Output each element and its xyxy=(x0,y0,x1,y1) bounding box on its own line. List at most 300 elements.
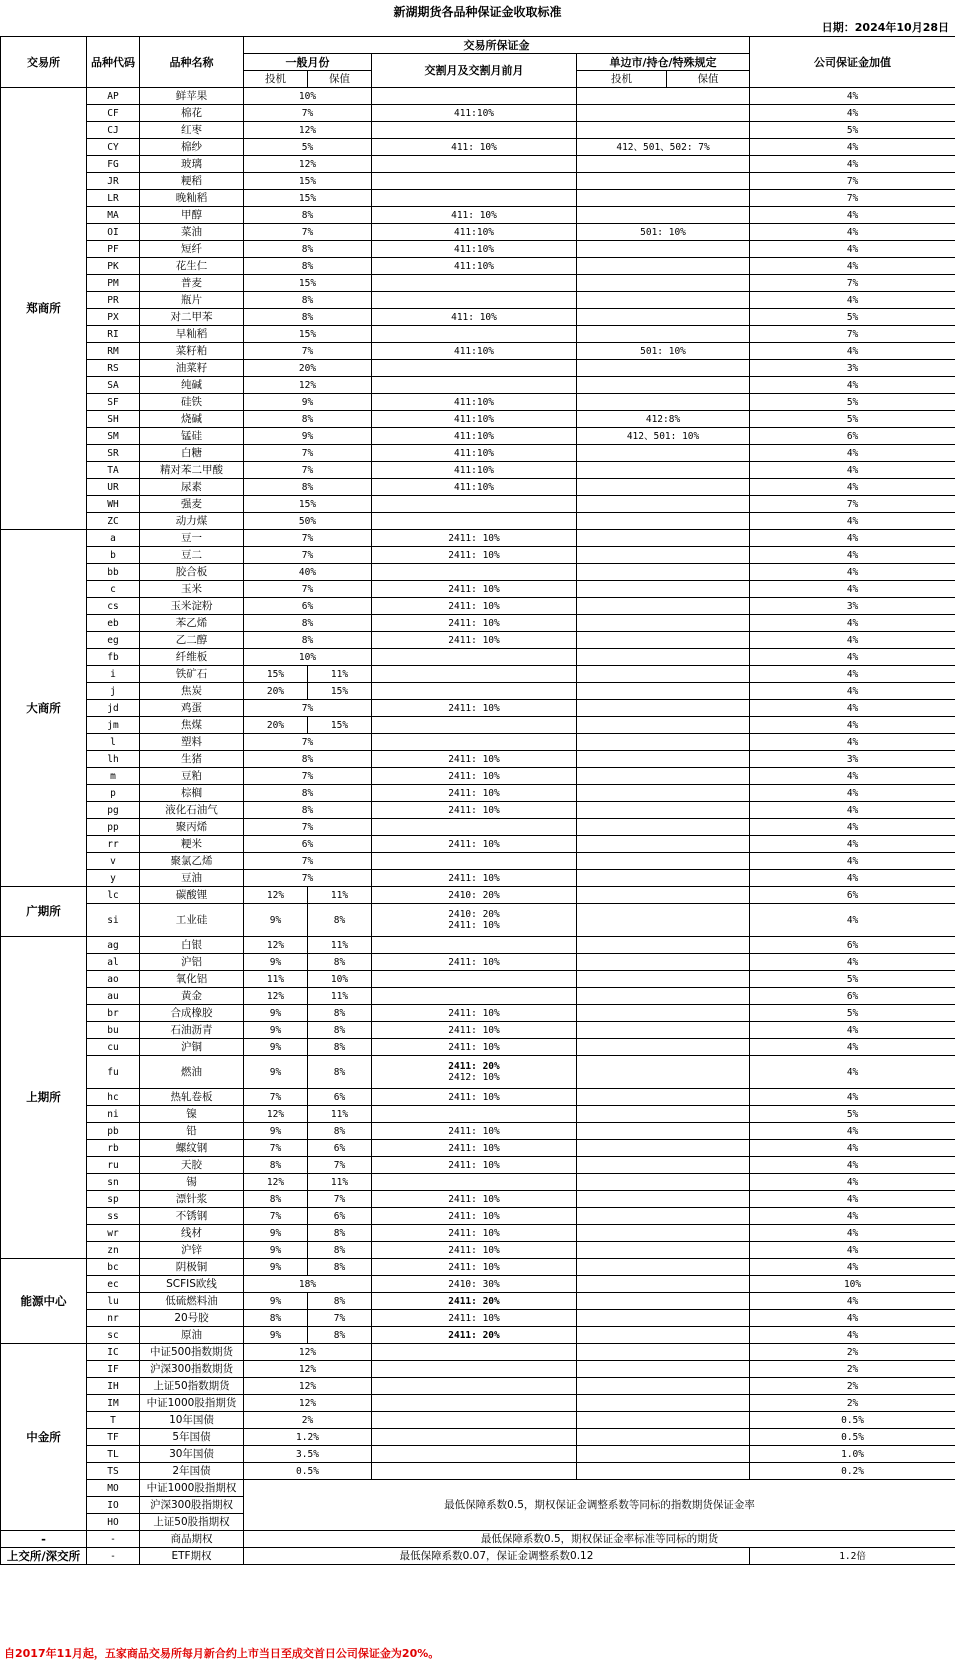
one-side-margin: 412、501、502: 7% xyxy=(577,139,750,156)
delivery-margin: 411: 10% xyxy=(372,139,577,156)
table-row xyxy=(1,632,955,649)
delivery-margin xyxy=(372,683,577,700)
one-side-margin xyxy=(577,870,750,887)
delivery-margin xyxy=(372,666,577,683)
product-name: ETF期权 xyxy=(140,1548,244,1565)
one-side-margin xyxy=(577,1157,750,1174)
one-side-margin xyxy=(577,394,750,411)
hedge-margin: 8% xyxy=(308,1327,372,1344)
product-name: 塑料 xyxy=(140,734,244,751)
hedge-margin: 11% xyxy=(308,887,372,904)
product-code: sn xyxy=(87,1174,140,1191)
speculation-margin: 15% xyxy=(244,666,308,683)
delivery-margin: 411:10% xyxy=(372,428,577,445)
product-name: 花生仁 xyxy=(140,258,244,275)
company-add-margin: 4% xyxy=(750,649,955,666)
company-add-margin: 4% xyxy=(750,479,955,496)
one-side-margin xyxy=(577,802,750,819)
product-name: 焦炭 xyxy=(140,683,244,700)
product-code: SA xyxy=(87,377,140,394)
delivery-margin: 2411: 10% xyxy=(372,1242,577,1259)
general-margin: 8% xyxy=(244,479,372,496)
company-add-margin: 4% xyxy=(750,1123,955,1140)
delivery-margin: 411:10% xyxy=(372,462,577,479)
product-code: c xyxy=(87,581,140,598)
company-add-margin: 4% xyxy=(750,904,955,937)
company-add-margin: 4% xyxy=(750,581,955,598)
delivery-margin xyxy=(372,819,577,836)
delivery-margin xyxy=(372,1361,577,1378)
table-row xyxy=(1,479,955,496)
company-add-margin: 1.2倍 xyxy=(750,1548,955,1565)
delivery-margin: 2411: 10% xyxy=(372,751,577,768)
product-name: 对二甲苯 xyxy=(140,309,244,326)
company-add-margin: 7% xyxy=(750,173,955,190)
company-add-margin: 7% xyxy=(750,190,955,207)
product-name: 粳米 xyxy=(140,836,244,853)
header-one-side-hedge: 保值 xyxy=(667,71,750,88)
table-row xyxy=(1,394,955,411)
table-row xyxy=(1,173,955,190)
product-name: 棕榈 xyxy=(140,785,244,802)
header-delivery-month: 交割月及交割月前月 xyxy=(372,54,577,88)
table-row xyxy=(1,937,955,954)
one-side-margin xyxy=(577,207,750,224)
delivery-margin: 2411: 10% xyxy=(372,954,577,971)
hedge-margin: 8% xyxy=(308,1242,372,1259)
product-name: 短纤 xyxy=(140,241,244,258)
hedge-margin: 8% xyxy=(308,1022,372,1039)
general-margin: 12% xyxy=(244,1344,372,1361)
product-code: a xyxy=(87,530,140,547)
one-side-margin xyxy=(577,190,750,207)
product-code: CJ xyxy=(87,122,140,139)
company-add-margin: 4% xyxy=(750,1022,955,1039)
product-name: 菜油 xyxy=(140,224,244,241)
speculation-margin: 7% xyxy=(244,1208,308,1225)
delivery-margin xyxy=(372,988,577,1005)
table-row xyxy=(1,309,955,326)
general-margin: 8% xyxy=(244,751,372,768)
product-name: 合成橡胶 xyxy=(140,1005,244,1022)
product-name: 上证50股指期权 xyxy=(140,1514,244,1531)
delivery-margin xyxy=(372,1395,577,1412)
one-side-margin xyxy=(577,836,750,853)
one-side-margin xyxy=(577,734,750,751)
speculation-margin: 12% xyxy=(244,988,308,1005)
product-name: 烧碱 xyxy=(140,411,244,428)
company-add-margin: 4% xyxy=(750,1327,955,1344)
company-add-margin: 5% xyxy=(750,394,955,411)
speculation-margin: 12% xyxy=(244,937,308,954)
delivery-margin: 2411: 10% xyxy=(372,802,577,819)
product-name: 豆一 xyxy=(140,530,244,547)
product-code: y xyxy=(87,870,140,887)
product-name: 沪铝 xyxy=(140,954,244,971)
product-code: TF xyxy=(87,1429,140,1446)
delivery-margin: 411:10% xyxy=(372,394,577,411)
product-code: bb xyxy=(87,564,140,581)
speculation-margin: 9% xyxy=(244,1056,308,1089)
delivery-margin: 2410: 30% xyxy=(372,1276,577,1293)
product-name: 苯乙烯 xyxy=(140,615,244,632)
company-add-margin: 4% xyxy=(750,1056,955,1089)
one-side-margin xyxy=(577,564,750,581)
table-row xyxy=(1,971,955,988)
delivery-margin: 2411: 10% xyxy=(372,1191,577,1208)
delivery-margin: 2411: 10% xyxy=(372,1157,577,1174)
product-name: 红枣 xyxy=(140,122,244,139)
speculation-margin: 7% xyxy=(244,1089,308,1106)
table-row xyxy=(1,1378,955,1395)
delivery-margin xyxy=(372,1106,577,1123)
hedge-margin: 11% xyxy=(308,937,372,954)
general-margin: 7% xyxy=(244,819,372,836)
one-side-margin xyxy=(577,275,750,292)
product-code: TA xyxy=(87,462,140,479)
product-name: 沪锌 xyxy=(140,1242,244,1259)
general-margin: 18% xyxy=(244,1276,372,1293)
one-side-margin xyxy=(577,954,750,971)
delivery-margin xyxy=(372,275,577,292)
table-row xyxy=(1,190,955,207)
product-name: 白银 xyxy=(140,937,244,954)
product-code: SR xyxy=(87,445,140,462)
product-code: ss xyxy=(87,1208,140,1225)
table-row xyxy=(1,428,955,445)
product-code: wr xyxy=(87,1225,140,1242)
one-side-margin xyxy=(577,1140,750,1157)
product-code: MO xyxy=(87,1480,140,1497)
hedge-margin: 7% xyxy=(308,1310,372,1327)
table-row xyxy=(1,88,955,105)
company-add-margin: 5% xyxy=(750,1005,955,1022)
company-add-margin: 6% xyxy=(750,887,955,904)
header-speculation: 投机 xyxy=(244,71,308,88)
product-code: PM xyxy=(87,275,140,292)
one-side-margin xyxy=(577,1174,750,1191)
delivery-margin: 411:10% xyxy=(372,224,577,241)
table-row xyxy=(1,1361,955,1378)
product-name: 棉纱 xyxy=(140,139,244,156)
product-code: LR xyxy=(87,190,140,207)
one-side-margin xyxy=(577,1191,750,1208)
delivery-margin: 2411: 10% xyxy=(372,530,577,547)
company-add-margin: 4% xyxy=(750,666,955,683)
delivery-margin: 2411: 10% xyxy=(372,581,577,598)
product-code: zn xyxy=(87,1242,140,1259)
speculation-margin: 9% xyxy=(244,904,308,937)
hedge-margin: 8% xyxy=(308,1293,372,1310)
delivery-margin: 2411: 10% xyxy=(372,1225,577,1242)
general-margin: 15% xyxy=(244,190,372,207)
product-code: pg xyxy=(87,802,140,819)
one-side-margin xyxy=(577,1039,750,1056)
product-name: 锡 xyxy=(140,1174,244,1191)
product-name: 5年国债 xyxy=(140,1429,244,1446)
general-margin: 3.5% xyxy=(244,1446,372,1463)
delivery-margin-line: 2412: 10% xyxy=(448,1072,500,1083)
general-margin: 8% xyxy=(244,258,372,275)
company-add-margin: 4% xyxy=(750,1191,955,1208)
product-code: - xyxy=(87,1531,140,1548)
hedge-margin: 8% xyxy=(308,1005,372,1022)
general-margin: 0.5% xyxy=(244,1463,372,1480)
general-margin: 7% xyxy=(244,870,372,887)
product-code: b xyxy=(87,547,140,564)
table-row xyxy=(1,751,955,768)
product-name: 工业硅 xyxy=(140,904,244,937)
table-row xyxy=(1,683,955,700)
product-name: 天胶 xyxy=(140,1157,244,1174)
table-row xyxy=(1,343,955,360)
product-name: 豆二 xyxy=(140,547,244,564)
delivery-margin xyxy=(372,1463,577,1480)
product-name: 白糖 xyxy=(140,445,244,462)
product-code: fb xyxy=(87,649,140,666)
delivery-margin xyxy=(372,1378,577,1395)
table-row xyxy=(1,1395,955,1412)
table-row xyxy=(1,954,955,971)
company-add-margin: 4% xyxy=(750,819,955,836)
table-row xyxy=(1,1089,955,1106)
company-add-margin: 2% xyxy=(750,1378,955,1395)
product-code: JR xyxy=(87,173,140,190)
table-row xyxy=(1,496,955,513)
general-margin: 7% xyxy=(244,700,372,717)
product-code: IC xyxy=(87,1344,140,1361)
header-general-month: 一般月份 xyxy=(244,54,372,71)
table-row xyxy=(1,1123,955,1140)
one-side-margin xyxy=(577,241,750,258)
one-side-margin xyxy=(577,547,750,564)
product-name: 菜籽粕 xyxy=(140,343,244,360)
etf-options-note: 最低保障系数0.07，保证金调整系数0.12 xyxy=(244,1548,750,1565)
product-name: 强麦 xyxy=(140,496,244,513)
general-margin: 7% xyxy=(244,853,372,870)
company-add-margin: 4% xyxy=(750,462,955,479)
one-side-margin: 412:8% xyxy=(577,411,750,428)
table-row xyxy=(1,734,955,751)
table-row xyxy=(1,700,955,717)
exchange-cell: - xyxy=(1,1531,87,1548)
one-side-margin xyxy=(577,173,750,190)
hedge-margin: 11% xyxy=(308,666,372,683)
product-name: 精对苯二甲酸 xyxy=(140,462,244,479)
speculation-margin: 12% xyxy=(244,1174,308,1191)
table-row xyxy=(1,1531,955,1548)
one-side-margin xyxy=(577,1208,750,1225)
delivery-margin xyxy=(372,1056,577,1089)
product-code: eb xyxy=(87,615,140,632)
product-name: 燃油 xyxy=(140,1056,244,1089)
delivery-margin: 411: 10% xyxy=(372,207,577,224)
table-row xyxy=(1,1225,955,1242)
company-add-margin: 4% xyxy=(750,445,955,462)
product-name: SCFIS欧线 xyxy=(140,1276,244,1293)
speculation-margin: 7% xyxy=(244,1140,308,1157)
one-side-margin xyxy=(577,632,750,649)
hedge-margin: 7% xyxy=(308,1191,372,1208)
product-code: sc xyxy=(87,1327,140,1344)
table-row xyxy=(1,887,955,904)
speculation-margin: 8% xyxy=(244,1191,308,1208)
product-code: PF xyxy=(87,241,140,258)
hedge-margin: 6% xyxy=(308,1140,372,1157)
table-row xyxy=(1,1191,955,1208)
table-row xyxy=(1,275,955,292)
exchange-cell: 上期所 xyxy=(1,937,87,1259)
delivery-margin: 2411: 10% xyxy=(372,1022,577,1039)
one-side-margin: 501: 10% xyxy=(577,343,750,360)
one-side-margin xyxy=(577,1293,750,1310)
product-name: 生猪 xyxy=(140,751,244,768)
one-side-margin xyxy=(577,258,750,275)
delivery-margin: 2410: 20% xyxy=(372,887,577,904)
company-add-margin: 2% xyxy=(750,1395,955,1412)
one-side-margin xyxy=(577,513,750,530)
table-row xyxy=(1,598,955,615)
one-side-margin xyxy=(577,1022,750,1039)
delivery-margin xyxy=(372,156,577,173)
table-row xyxy=(1,1293,955,1310)
product-code: PK xyxy=(87,258,140,275)
delivery-margin: 2411: 10% xyxy=(372,615,577,632)
product-code: si xyxy=(87,904,140,937)
one-side-margin xyxy=(577,1259,750,1276)
general-margin: 20% xyxy=(244,360,372,377)
product-code: AP xyxy=(87,88,140,105)
product-code: bc xyxy=(87,1259,140,1276)
delivery-margin xyxy=(372,1412,577,1429)
product-code: ao xyxy=(87,971,140,988)
header-code: 品种代码 xyxy=(87,37,140,88)
general-margin: 2% xyxy=(244,1412,372,1429)
product-name: 沪深300股指期权 xyxy=(140,1497,244,1514)
general-margin: 5% xyxy=(244,139,372,156)
general-margin: 7% xyxy=(244,530,372,547)
company-add-margin: 4% xyxy=(750,1089,955,1106)
one-side-margin xyxy=(577,445,750,462)
company-add-margin: 4% xyxy=(750,785,955,802)
table-row xyxy=(1,241,955,258)
exchange-cell: 上交所/深交所 xyxy=(1,1548,87,1565)
header-company-add: 公司保证金加值 xyxy=(750,37,955,88)
company-add-margin: 4% xyxy=(750,1039,955,1056)
company-add-margin: 4% xyxy=(750,547,955,564)
one-side-margin xyxy=(577,326,750,343)
product-code: ru xyxy=(87,1157,140,1174)
product-name: 早籼稻 xyxy=(140,326,244,343)
table-row xyxy=(1,717,955,734)
product-name: 中证1000股指期权 xyxy=(140,1480,244,1497)
general-margin: 8% xyxy=(244,615,372,632)
company-add-margin: 3% xyxy=(750,751,955,768)
delivery-margin xyxy=(372,122,577,139)
product-code: lu xyxy=(87,1293,140,1310)
delivery-margin: 2411: 10% xyxy=(372,785,577,802)
table-row xyxy=(1,615,955,632)
table-row xyxy=(1,139,955,156)
one-side-margin xyxy=(577,122,750,139)
table-row xyxy=(1,1429,955,1446)
product-name: 油菜籽 xyxy=(140,360,244,377)
product-name: 玉米淀粉 xyxy=(140,598,244,615)
hedge-margin: 8% xyxy=(308,1259,372,1276)
one-side-margin xyxy=(577,1446,750,1463)
one-side-margin xyxy=(577,1056,750,1089)
header-one-side-speculation: 投机 xyxy=(577,71,667,88)
one-side-margin xyxy=(577,683,750,700)
general-margin: 7% xyxy=(244,343,372,360)
general-margin: 7% xyxy=(244,547,372,564)
company-add-margin: 0.2% xyxy=(750,1463,955,1480)
product-name: 锰硅 xyxy=(140,428,244,445)
hedge-margin: 8% xyxy=(308,1225,372,1242)
table-row xyxy=(1,1310,955,1327)
table-row xyxy=(1,836,955,853)
general-margin: 8% xyxy=(244,632,372,649)
delivery-margin xyxy=(372,292,577,309)
product-code: TL xyxy=(87,1446,140,1463)
company-add-margin: 4% xyxy=(750,954,955,971)
hedge-margin: 8% xyxy=(308,1056,372,1089)
margin-table xyxy=(0,36,955,1565)
delivery-margin xyxy=(372,937,577,954)
product-code: lc xyxy=(87,887,140,904)
exchange-cell: 广期所 xyxy=(1,887,87,937)
company-add-margin: 4% xyxy=(750,224,955,241)
product-code: ec xyxy=(87,1276,140,1293)
one-side-margin: 412、501: 10% xyxy=(577,428,750,445)
one-side-margin xyxy=(577,309,750,326)
general-margin: 8% xyxy=(244,802,372,819)
one-side-margin xyxy=(577,615,750,632)
general-margin: 8% xyxy=(244,785,372,802)
product-code: br xyxy=(87,1005,140,1022)
general-margin: 15% xyxy=(244,275,372,292)
exchange-cell: 中金所 xyxy=(1,1344,87,1531)
company-add-margin: 4% xyxy=(750,1208,955,1225)
product-name: 漂针浆 xyxy=(140,1191,244,1208)
delivery-margin: 2411: 10% xyxy=(372,1208,577,1225)
product-name: 粳稻 xyxy=(140,173,244,190)
general-margin: 9% xyxy=(244,394,372,411)
general-margin: 10% xyxy=(244,88,372,105)
delivery-margin: 2411: 10% xyxy=(372,768,577,785)
one-side-margin xyxy=(577,1463,750,1480)
product-code: eg xyxy=(87,632,140,649)
product-name: 黄金 xyxy=(140,988,244,1005)
delivery-margin: 411:10% xyxy=(372,241,577,258)
general-margin: 7% xyxy=(244,224,372,241)
general-margin: 12% xyxy=(244,1361,372,1378)
product-code: bu xyxy=(87,1022,140,1039)
delivery-margin xyxy=(372,326,577,343)
product-code: rr xyxy=(87,836,140,853)
product-name: 中证500指数期货 xyxy=(140,1344,244,1361)
product-name: 尿素 xyxy=(140,479,244,496)
delivery-margin: 411:10% xyxy=(372,258,577,275)
company-add-margin: 4% xyxy=(750,615,955,632)
delivery-margin xyxy=(372,377,577,394)
company-add-margin: 4% xyxy=(750,207,955,224)
general-margin: 7% xyxy=(244,105,372,122)
product-code: WH xyxy=(87,496,140,513)
product-name: 棉花 xyxy=(140,105,244,122)
product-name: 硅铁 xyxy=(140,394,244,411)
hedge-margin: 11% xyxy=(308,988,372,1005)
